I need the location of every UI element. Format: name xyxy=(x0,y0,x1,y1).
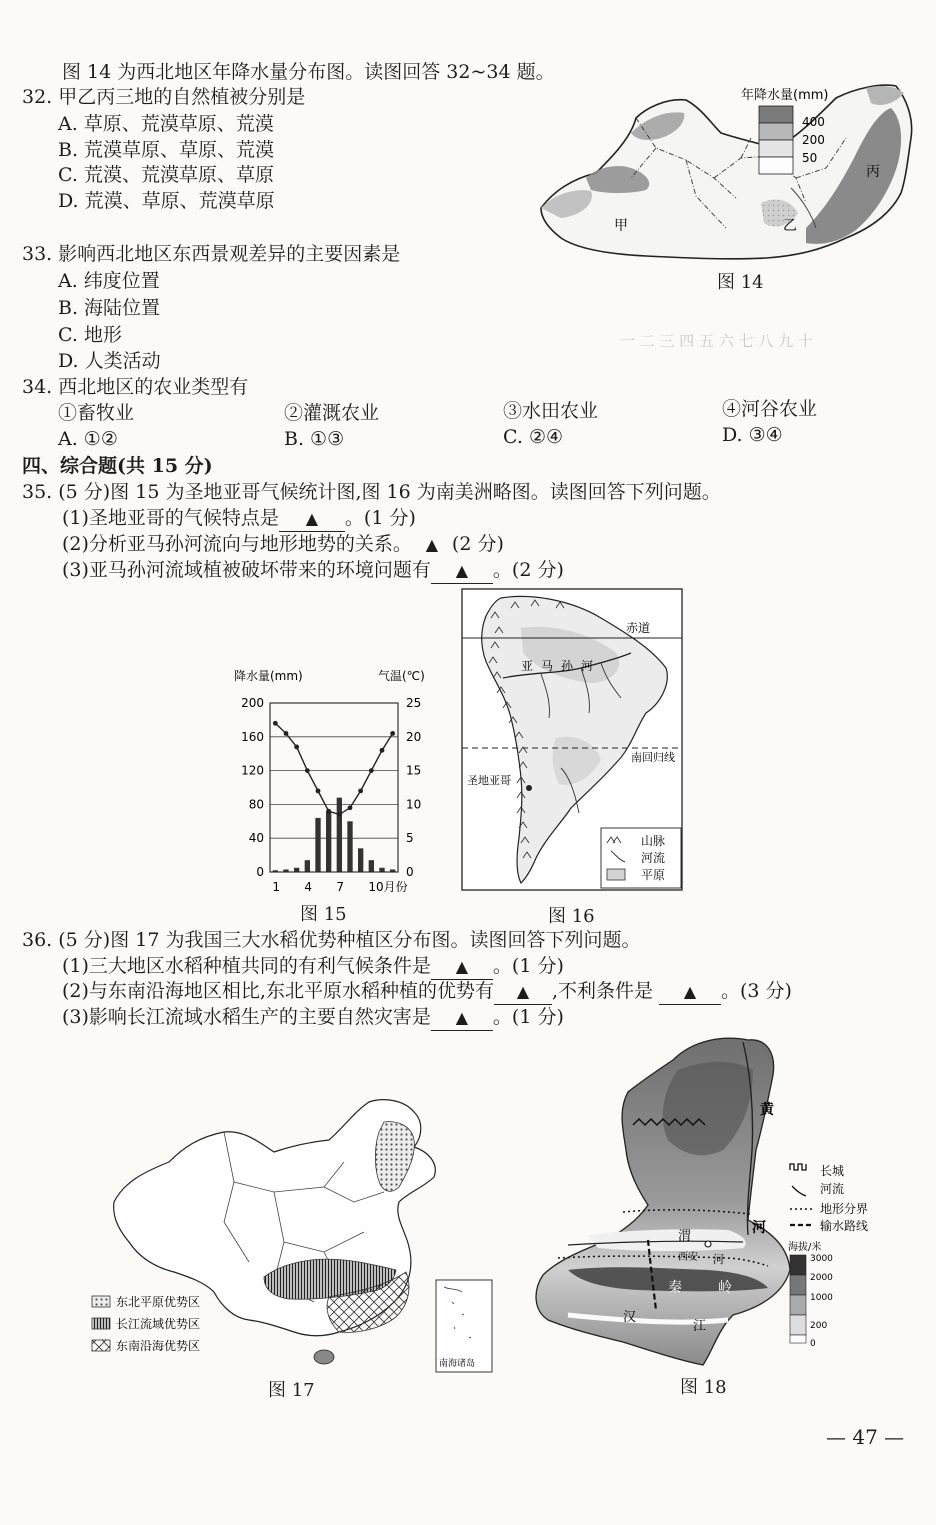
fig15-right-tick: 20 xyxy=(406,729,422,744)
fig15-precip-bar xyxy=(347,821,352,872)
intro-fig14: 图 14 为西北地区年降水量分布图。读图回答 32~34 题。 xyxy=(62,61,555,83)
fig16-south-america-map xyxy=(461,588,683,891)
q35-sub1 xyxy=(62,506,416,532)
q33-option-c: C. 地形 xyxy=(58,324,122,346)
q34-item-2: ②灌溉农业 xyxy=(284,402,380,424)
fig18-label-he2: 河 xyxy=(713,1253,724,1266)
q32-option-a: A. 草原、荒漠草原、荒漠 xyxy=(58,113,274,135)
fig14-caption: 图 14 xyxy=(717,272,764,293)
fig14-legend-value-400: 400 xyxy=(802,115,825,129)
q36-sub2-text: (2)与东南沿海地区相比,东北平原水稻种植的优势有 xyxy=(62,980,494,1002)
fig15-left-tick: 160 xyxy=(241,729,264,744)
fig15-temp-point xyxy=(284,731,289,736)
fig15-temp-point xyxy=(305,768,310,773)
triangle-mark-icon: ▲ xyxy=(683,982,697,1001)
q35-sub2 xyxy=(62,532,504,557)
fig14-label-yi: 乙 xyxy=(783,218,797,234)
q35-sub3-score: 。(2 分) xyxy=(492,559,564,581)
fig18-label-wei: 渭 xyxy=(678,1229,692,1244)
fig14-legend-swatch-400 xyxy=(759,106,793,123)
fig18-label-qin: 秦 xyxy=(668,1280,682,1296)
fig16-tropic-label: 南回归线 xyxy=(631,751,675,764)
fig15-temp-point xyxy=(369,768,374,773)
fig18-elev-swatch-mid xyxy=(790,1275,806,1295)
fig14-legend-swatch-200 xyxy=(759,123,793,140)
fig15-right-axis-title: 气温(℃) xyxy=(378,669,425,683)
fig15-left-tick: 40 xyxy=(248,831,264,846)
q34-stem: 34. 西北地区的农业类型有 xyxy=(22,376,249,398)
fig15-left-axis-title: 降水量(mm) xyxy=(234,669,303,683)
q32-option-b: B. 荒漠草原、草原、荒漠 xyxy=(58,139,275,161)
section-four-title: 四、综合题(共 15 分) xyxy=(22,455,213,477)
q36-sub1-text: (1)三大地区水稻种植共同的有利气候条件是 xyxy=(62,955,431,977)
crosshatch-swatch-icon xyxy=(92,1340,110,1351)
fig15-caption: 图 15 xyxy=(300,904,347,925)
fig17-caption: 图 17 xyxy=(268,1380,315,1401)
fig15-precip-bar xyxy=(358,848,363,872)
fig16-caption: 图 16 xyxy=(548,906,595,927)
fig15-left-tick: 120 xyxy=(241,763,264,778)
fig15-temp-point xyxy=(294,745,299,750)
q36-sub1-score: 。(1 分) xyxy=(492,955,564,977)
triangle-mark-icon: ▲ xyxy=(516,982,530,1001)
fig15-precip-bar xyxy=(337,798,342,872)
fig15-temp-point xyxy=(316,788,321,793)
fig15-right-tick: 10 xyxy=(406,797,422,812)
fig15-temp-line xyxy=(273,721,395,817)
fig18-legend-route: 输水路线 xyxy=(820,1219,869,1233)
fig18-elev-1000: 1000 xyxy=(810,1293,833,1303)
q35-sub1-text: (1)圣地亚哥的气候特点是 xyxy=(62,507,279,529)
plain-swatch-icon xyxy=(607,869,625,880)
fig16-legend-river: 河流 xyxy=(641,851,666,865)
fig18-shaanxi-topo-map xyxy=(528,1030,900,1370)
fig15-right-tick: 15 xyxy=(406,763,422,778)
fig18-elev-200: 200 xyxy=(810,1321,828,1331)
fig15-temp-point xyxy=(358,788,363,793)
triangle-mark-icon: ▲ xyxy=(425,535,439,554)
fig15-temp-point xyxy=(390,731,395,736)
dotted-swatch-icon xyxy=(92,1296,110,1307)
fig18-elev-swatch-lowest xyxy=(790,1335,806,1343)
fig15-gridlines xyxy=(270,737,398,838)
fig15-precip-bar xyxy=(326,811,331,872)
fig16-river-label: 亚马孙河 xyxy=(521,659,602,673)
q36-sub3-text: (3)影响长江流域水稻生产的主要自然灾害是 xyxy=(62,1006,431,1028)
q35-sub2-text: (2)分析亚马孙河流向与地形地势的关系。 xyxy=(62,533,412,555)
fig15-right-tick: 25 xyxy=(406,696,422,710)
fig18-label-ling: 岭 xyxy=(718,1280,732,1296)
fig15-plot-frame xyxy=(270,703,398,872)
q35-sub3-text: (3)亚马孙河流域植被破坏带来的环境问题有 xyxy=(62,559,431,581)
q35-sub2-blank xyxy=(412,532,452,557)
fig15-precip-bar xyxy=(369,860,374,872)
fig14-legend-swatch-lowest xyxy=(759,157,793,174)
page-number: — 47 — xyxy=(826,1425,905,1449)
fig15-right-tick: 0 xyxy=(406,865,414,879)
fig17-legend-yangtze: 长江流域优势区 xyxy=(116,1317,201,1331)
fig16-equator-label: 赤道 xyxy=(626,621,651,635)
fig15-temp-point xyxy=(348,805,353,810)
fig18-elev-2000: 2000 xyxy=(810,1273,833,1283)
fig14-precipitation-map xyxy=(536,78,926,263)
triangle-mark-icon: ▲ xyxy=(455,957,469,976)
fig15-precip-bars xyxy=(273,798,396,872)
fig15-temp-point xyxy=(273,721,278,726)
q35-stem: 35. (5 分)图 15 为圣地亚哥气候统计图,图 16 为南美洲略图。读图回答下列问题。 xyxy=(22,481,721,503)
q33-option-d: D. 人类活动 xyxy=(58,350,161,372)
fig15-x-tick: 10月份 xyxy=(368,880,408,894)
great-wall-icon xyxy=(790,1164,806,1170)
fig15-right-ticks xyxy=(406,696,421,879)
q34-option-d: D. ③④ xyxy=(722,424,783,446)
q34-item-1: ①畜牧业 xyxy=(58,402,135,424)
triangle-mark-icon: ▲ xyxy=(455,561,469,580)
q36-sub2-blank2 xyxy=(659,979,721,1005)
fig18-wei-plain xyxy=(588,1229,746,1251)
fig14-legend-value-50: 50 xyxy=(802,151,818,165)
fig17-hainan-island xyxy=(314,1350,334,1364)
fig15-precip-bar xyxy=(379,868,384,872)
q36-sub2-score: 。(3 分) xyxy=(721,980,792,1002)
fig14-label-bing: 丙 xyxy=(866,164,880,180)
fig16-legend-mountain: 山脉 xyxy=(641,834,666,848)
fig18-elev-title: 海拔/米 xyxy=(788,1242,822,1253)
fig17-legend-northeast: 东北平原优势区 xyxy=(116,1295,201,1309)
fig18-elev-swatch-lower xyxy=(790,1315,806,1335)
fig18-label-he: 河 xyxy=(752,1220,766,1236)
q34-item-4: ④河谷农业 xyxy=(722,398,818,420)
fig16-city-label: 圣地亚哥 xyxy=(467,774,511,787)
q36-sub3-blank xyxy=(431,1005,493,1031)
fig15-x-ticks xyxy=(272,880,407,894)
q32-option-c: C. 荒漠、荒漠草原、草原 xyxy=(58,164,274,186)
fig15-right-tick: 5 xyxy=(406,831,414,846)
q34-option-c: C. ②④ xyxy=(503,426,564,448)
fig16-legend-plain: 平原 xyxy=(641,868,666,882)
q36-sub1 xyxy=(62,954,564,980)
fig15-x-tick: 1 xyxy=(272,880,280,894)
q36-sub3-score: 。(1 分) xyxy=(492,1006,564,1028)
q33-stem: 33. 影响西北地区东西景观差异的主要因素是 xyxy=(22,243,401,265)
fig15-climate-chart xyxy=(226,660,442,900)
fig14-label-jia: 甲 xyxy=(614,218,628,234)
fig15-left-tick: 0 xyxy=(256,865,264,879)
fig15-precip-bar xyxy=(294,868,299,872)
q36-sub3 xyxy=(62,1005,564,1031)
fig18-legend-boundary: 地形分界 xyxy=(820,1202,869,1216)
q36-sub2-blank1 xyxy=(494,979,552,1005)
triangle-mark-icon: ▲ xyxy=(455,1008,469,1027)
fig16-santiago-point xyxy=(526,785,532,791)
fig15-x-tick: 7 xyxy=(336,880,344,894)
fig15-left-tick: 80 xyxy=(248,797,264,812)
fig14-legend-title: 年降水量(mm) xyxy=(741,88,829,103)
q35-sub3 xyxy=(62,558,564,584)
triangle-mark-icon: ▲ xyxy=(305,509,319,528)
q34-option-a: A. ①② xyxy=(58,428,118,450)
q32-option-d: D. 荒漠、草原、荒漠草原 xyxy=(58,190,275,212)
fig18-xian-point xyxy=(705,1241,711,1247)
fig17-legend-southeast: 东南沿海优势区 xyxy=(116,1339,201,1353)
bleed-through-text: 一 二 三 四 五 六 七 八 九 十 xyxy=(620,332,813,350)
fig15-left-tick: 200 xyxy=(241,696,264,710)
fig18-elev-swatch-high xyxy=(790,1255,806,1275)
q35-sub2-score: (2 分) xyxy=(451,533,504,555)
striped-swatch-icon xyxy=(92,1318,110,1329)
q35-sub3-blank xyxy=(431,558,493,584)
q33-option-a: A. 纬度位置 xyxy=(58,270,160,292)
q35-sub1-blank xyxy=(279,506,345,532)
fig18-caption: 图 18 xyxy=(680,1377,727,1398)
fig15-temp-point xyxy=(380,748,385,753)
fig18-elev-0: 0 xyxy=(810,1339,816,1349)
q36-stem: 36. (5 分)图 17 为我国三大水稻优势种植区分布图。读图回答下列问题。 xyxy=(22,929,641,951)
fig15-precip-bar xyxy=(305,860,310,872)
q36-sub2-middle: ,不利条件是 xyxy=(551,980,654,1002)
fig17-china-rice-map xyxy=(84,1092,494,1378)
q36-sub1-blank xyxy=(431,954,493,980)
fig18-elev-swatch-low xyxy=(790,1295,806,1315)
fig15-left-ticks xyxy=(241,696,264,879)
river-icon xyxy=(792,1186,806,1196)
q32-stem: 32. 甲乙丙三地的自然植被分别是 xyxy=(22,86,306,108)
fig15-x-tick: 4 xyxy=(304,880,312,894)
fig18-elev-3000: 3000 xyxy=(810,1254,833,1264)
fig18-label-xian: 西安 xyxy=(678,1252,698,1263)
fig18-label-jiang: 江 xyxy=(693,1319,707,1334)
q36-sub2 xyxy=(62,979,792,1005)
fig18-legend-wall: 长城 xyxy=(820,1164,845,1178)
q33-option-b: B. 海陆位置 xyxy=(58,297,161,319)
fig18-label-han: 汉 xyxy=(623,1310,637,1325)
fig15-precip-bar xyxy=(315,818,320,872)
fig15-temp-point xyxy=(337,812,342,817)
q34-option-b: B. ①③ xyxy=(284,428,345,450)
fig17-inset-label: 南海诸岛 xyxy=(439,1359,476,1369)
fig14-legend-value-200: 200 xyxy=(802,133,825,147)
fig14-legend-swatch-50 xyxy=(759,140,793,157)
fig15-temp-point xyxy=(326,809,331,814)
fig18-legend-river: 河流 xyxy=(820,1182,845,1196)
fig18-label-huang: 黄 xyxy=(760,1102,774,1118)
q35-sub1-score: 。(1 分) xyxy=(344,507,416,529)
q34-item-3: ③水田农业 xyxy=(503,400,599,422)
